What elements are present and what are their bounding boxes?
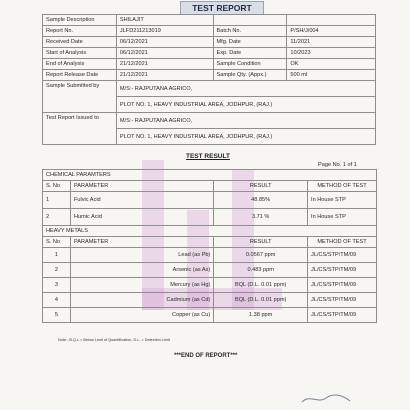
info-key: Received Date (43, 37, 117, 48)
row-method: JL/CS/STP/TM/09 (308, 293, 377, 308)
col-header: PARAMETER (70, 181, 213, 192)
info-value: JLFD211213019 (116, 26, 213, 37)
row-parameter: Humic Acid (70, 209, 213, 226)
info-row (43, 70, 376, 81)
info-value: 500 ml (287, 70, 376, 81)
row-number: 5 (43, 308, 71, 323)
row-result: BQL (D.L. 0.01 ppm) (214, 293, 308, 308)
info-key: Sample Qty. (Appx.) (213, 70, 287, 81)
row-parameter: Mercury (as Hg) (70, 278, 213, 293)
col-header: METHOD OF TEST (308, 237, 377, 248)
row-method: JL/CS/STP/TM/09 (308, 308, 377, 323)
row-parameter: Arsenic (as As) (70, 263, 213, 278)
row-result: 3.71 % (214, 209, 308, 226)
table-row (43, 209, 377, 226)
info-value: SHILAJIT (116, 15, 213, 26)
results-table (42, 169, 377, 323)
chemical-section-title: CHEMICAL PARAMTERS (43, 170, 377, 181)
row-method: JL/CS/STP/TM/09 (308, 278, 377, 293)
row-result: 48.85% (214, 192, 308, 209)
test-result-title: TEST RESULT (186, 153, 230, 160)
row-method: JL/CS/STP/TM/09 (308, 263, 377, 278)
header-row (43, 237, 377, 248)
info-key: Mfg. Date (213, 37, 287, 48)
info-value: P/SH/J/004 (287, 26, 376, 37)
table-row (43, 192, 377, 209)
row-parameter: Cadmium (as Cd) (70, 293, 213, 308)
info-value (287, 15, 376, 26)
row-number: 4 (43, 293, 71, 308)
row-method: In House STP (308, 192, 377, 209)
row-number: 2 (43, 209, 71, 226)
info-row (43, 48, 376, 59)
metals-section-title: HEAVY METALS (43, 226, 377, 237)
section-row (43, 226, 377, 237)
info-key: Start of Analysis (43, 48, 117, 59)
end-of-report: ***END OF REPORT*** (174, 353, 238, 359)
table-row (43, 293, 377, 308)
sample-info-table (42, 14, 376, 145)
row-method: In House STP (308, 209, 377, 226)
signature-mark (300, 392, 352, 406)
section-row (43, 170, 377, 181)
row-number: 1 (43, 192, 71, 209)
info-value: 10/2023 (287, 48, 376, 59)
col-header: RESULT (214, 237, 308, 248)
info-key: Batch No. (213, 26, 287, 37)
info-row (43, 26, 376, 37)
report-title: TEST REPORT (180, 1, 264, 15)
info-value: 21/12/2021 (116, 59, 213, 70)
info-key: Sample Condition (213, 59, 287, 70)
table-row (43, 278, 377, 293)
info-value: 11/2021 (287, 37, 376, 48)
info-row (43, 15, 376, 26)
row-number: 1 (43, 248, 71, 263)
table-row (43, 308, 377, 323)
info-key: Exp. Date (213, 48, 287, 59)
submitted-by-row (43, 81, 376, 97)
page-number: Page No. 1 of 1 (318, 162, 357, 168)
info-value: 06/12/2021 (116, 37, 213, 48)
row-result: 1.38 ppm (214, 308, 308, 323)
info-value: OK (287, 59, 376, 70)
issued-to-label: Test Report Issued to (43, 113, 117, 145)
col-header: METHOD OF TEST (308, 181, 377, 192)
table-row (43, 263, 377, 278)
info-key: End of Analysis (43, 59, 117, 70)
footnote: Note:- B.Q.L.= Below Limit of Quantification, D.L. = Detection Limit (58, 338, 170, 342)
col-header: PARAMETER (70, 237, 213, 248)
row-parameter: Copper (as Cu) (70, 308, 213, 323)
issued-to-name: M/S:- RAJPUTANA AGRICO, (116, 113, 375, 129)
header-row (43, 181, 377, 192)
info-key: Sample Description (43, 15, 117, 26)
info-key: Report No. (43, 26, 117, 37)
info-row (43, 37, 376, 48)
info-row (43, 59, 376, 70)
col-header: S. No (43, 181, 71, 192)
submitted-by-address: PLOT NO. 1, HEAVY INDUSTRIAL AREA, JODHPUR, (RAJ.) (116, 97, 375, 113)
info-value: 06/12/2021 (116, 48, 213, 59)
submitted-by-label: Sample Submitted by (43, 81, 117, 113)
row-method: JL/CS/STP/TM/09 (308, 248, 377, 263)
info-key (213, 15, 287, 26)
row-number: 2 (43, 263, 71, 278)
row-number: 3 (43, 278, 71, 293)
info-value: 21/12/2021 (116, 70, 213, 81)
row-parameter: Fulvic Acid (70, 192, 213, 209)
issued-to-row (43, 113, 376, 129)
row-parameter: Lead (as Pb) (70, 248, 213, 263)
submitted-by-name: M/S:- RAJPUTANA AGRICO, (116, 81, 375, 97)
info-key: Report Release Date (43, 70, 117, 81)
col-header: RESULT (214, 181, 308, 192)
table-row (43, 248, 377, 263)
col-header: S. No (43, 237, 71, 248)
row-result: 0.0567 ppm (214, 248, 308, 263)
row-result: 0.483 ppm (214, 263, 308, 278)
row-result: BQL (D.L. 0.01 ppm) (214, 278, 308, 293)
issued-to-address: PLOT NO. 1, HEAVY INDUSTRIAL AREA, JODHPUR, (RAJ.) (116, 129, 375, 145)
